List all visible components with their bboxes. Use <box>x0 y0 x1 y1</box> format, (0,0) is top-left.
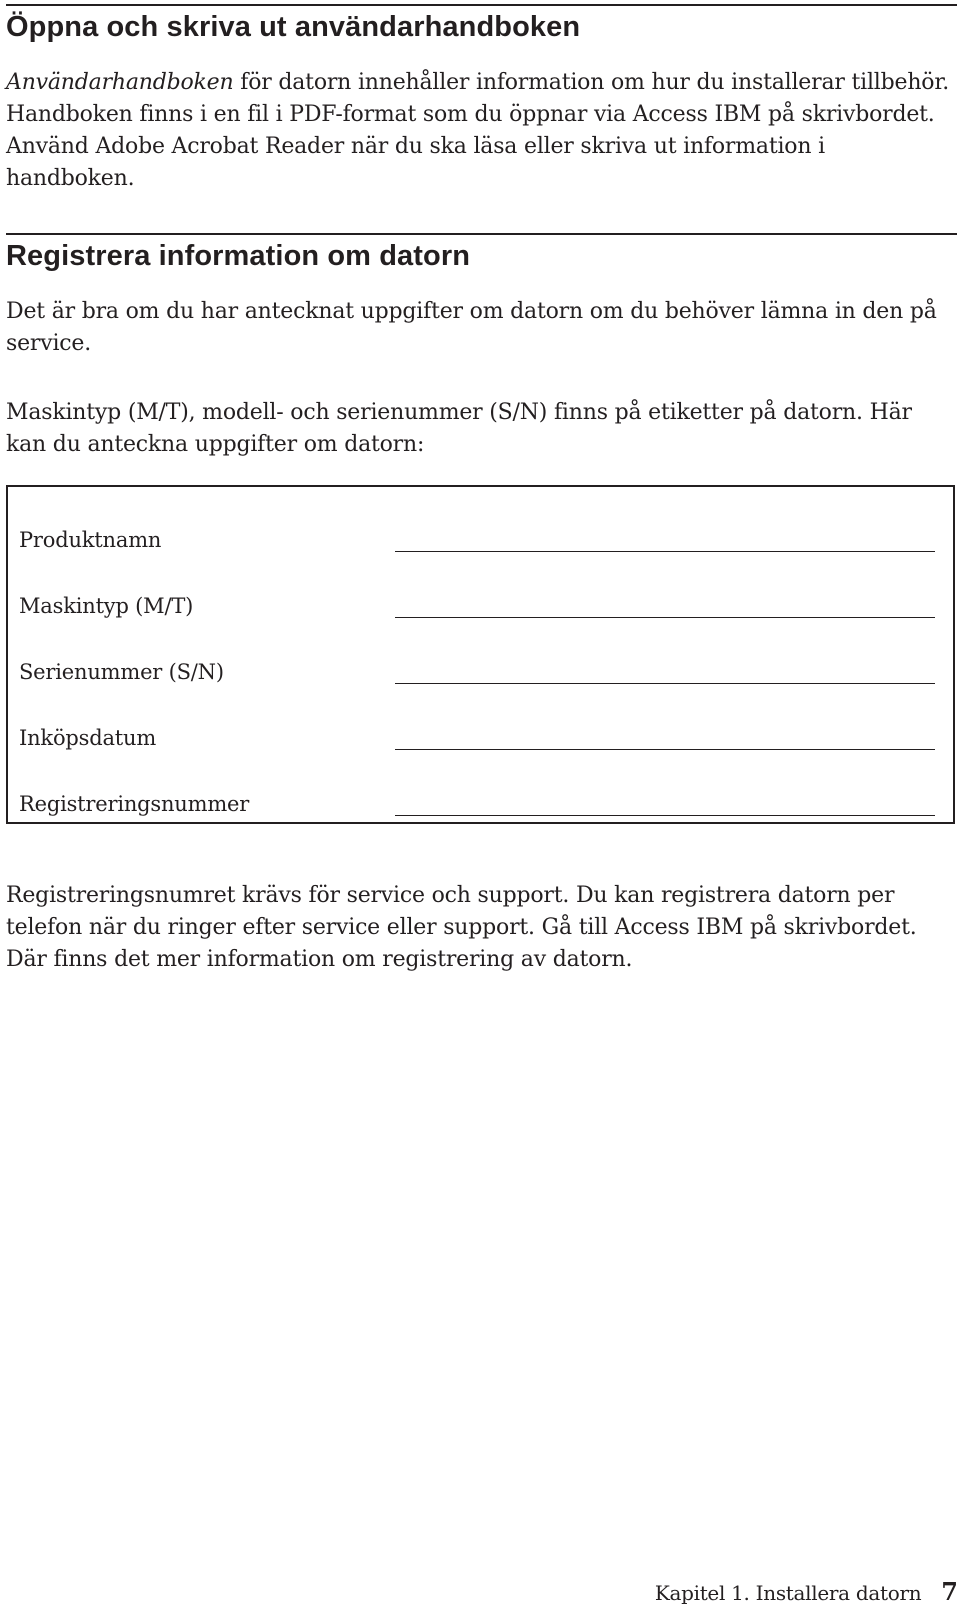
form-label-machine-type: Maskintyp (M/T) <box>19 594 194 618</box>
heading-register-info: Registrera information om datorn <box>6 240 471 272</box>
section-rule-open <box>6 4 957 6</box>
form-label-product-name: Produktnamn <box>19 528 162 552</box>
form-blank-machine-type[interactable] <box>395 617 935 618</box>
page-footer <box>655 1577 958 1606</box>
footer-page-number: 7 <box>941 1577 958 1606</box>
form-row-machine-type <box>14 590 953 622</box>
user-guide-text: för datorn innehåller information om hur du installerar tillbehör. Handboken finns i en fil i PDF-format som du öppnar via Access IBM på skrivbordet. Använd Adobe Acrobat Reader när du ska läsa eller skriva ut information i handboken. <box>6 70 950 191</box>
form-blank-serial-number[interactable] <box>395 683 935 684</box>
form-blank-purchase-date[interactable] <box>395 749 935 750</box>
form-label-serial-number: Serienummer (S/N) <box>19 660 224 684</box>
form-blank-registration-number[interactable] <box>395 815 935 816</box>
paragraph-user-guide <box>6 67 956 195</box>
paragraph-registration-support: Registreringsnumret krävs för service och support. Du kan registrera datorn per telefon när du ringer efter service eller support. Gå till Access IBM på skrivbordet. Där finns det mer information om registrering av datorn. <box>6 883 917 972</box>
form-row-product-name <box>14 524 953 556</box>
form-row-purchase-date <box>14 722 953 754</box>
form-row-serial-number <box>14 656 953 688</box>
section-rule-register <box>6 233 957 235</box>
heading-open-user-guide: Öppna och skriva ut användarhandboken <box>6 11 581 43</box>
form-label-registration-number: Registreringsnummer <box>19 792 250 816</box>
form-row-registration-number <box>14 788 953 820</box>
paragraph-machine-type-info: Maskintyp (M/T), modell- och serienummer (S/N) finns på etiketter på datorn. Här kan du anteckna uppgifter om datorn: <box>6 400 912 457</box>
computer-info-form <box>6 485 955 824</box>
paragraph-register-intro: Det är bra om du har antecknat uppgifter om datorn om du behöver lämna in den på service. <box>6 299 937 356</box>
user-guide-title-italic: Användarhandboken <box>6 70 234 95</box>
form-blank-product-name[interactable] <box>395 551 935 552</box>
form-label-purchase-date: Inköpsdatum <box>19 726 157 750</box>
footer-chapter-title: Kapitel 1. Installera datorn <box>654 1581 922 1605</box>
